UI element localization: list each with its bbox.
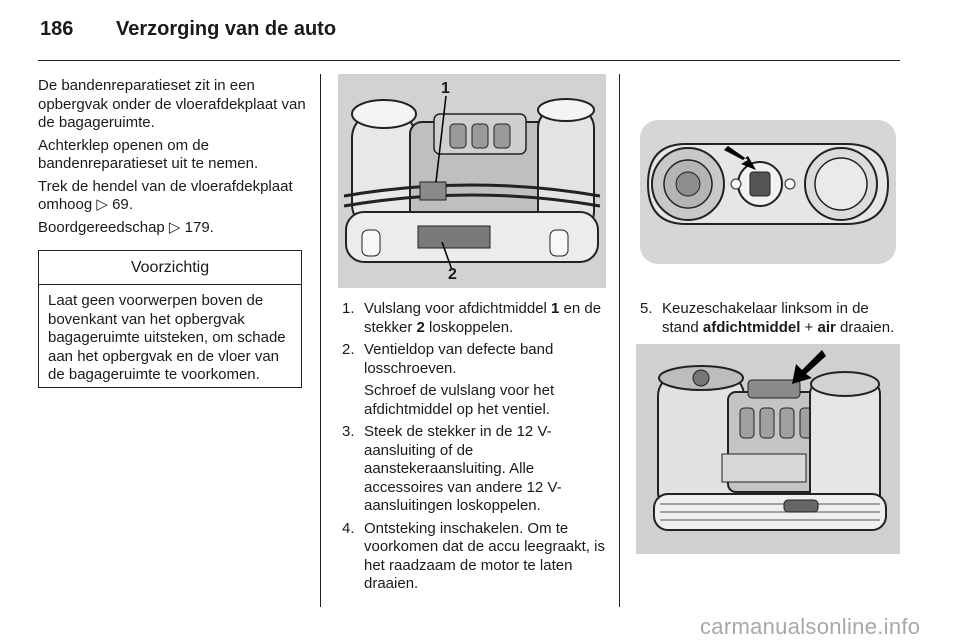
compressor-hose-illustration [338,74,606,288]
step-text: loskoppelen. [424,318,514,336]
step-5 [638,300,902,337]
page-title: Verzorging van de auto [116,18,337,40]
left-column [38,77,306,241]
header-rule [38,60,900,61]
page-header [40,18,336,41]
figure-selector-top [636,74,900,288]
step-text: Keuzeschakelaar linksom in de stand [662,300,869,336]
step-1 [340,300,610,337]
step-text: + [800,318,818,336]
watermark: carmanualsonline.info [700,614,921,639]
step-text: Steek de stekker in de 12 V-aansluiting of de aanstekeraansluiting. Alle accessoires van andere 12 V-aansluitingen loskoppelen. [364,423,562,514]
step-number: 3. [342,423,355,440]
step-bold-ref: 1 [551,300,560,317]
middle-column [340,300,610,598]
column-divider-left [320,74,321,607]
step-bold-mode: afdichtmiddel [702,318,801,336]
step-text: draaien. [835,318,895,336]
figure-compressor-side [636,344,900,554]
column-divider-right [619,74,620,607]
steps-list-continued [638,300,902,337]
step-text: Ontsteking inschakelen. Om te voorkomen dat de accu leegraakt, is het raadzaam de motor te laten draaien. [364,519,605,592]
steps-list [340,300,610,594]
step-3 [340,423,610,516]
paragraph-lift-handle: Trek de hendel van de vloerafdekplaat omhoog ▷ 69. [38,177,293,213]
warning-box [38,250,302,388]
step-text: en de stekker [364,300,602,336]
step-number: 5. [640,300,653,317]
step-subtext: Schroef de vulslang voor het afdichtmiddel op het ventiel. [364,382,555,418]
figure-compressor-hose [338,74,606,288]
step-2 [340,341,610,419]
callout-label-1: 1 [441,80,450,97]
step-number: 2. [342,341,355,358]
step-text: Ventieldop van defecte band losschroeven. [364,341,554,377]
step-4 [340,520,610,594]
right-column [638,300,902,341]
step-text: Vulslang voor afdichtmiddel [364,300,552,317]
step-bold-mode: air [817,318,836,336]
paragraph-open-tailgate: Achterklep openen om de bandenreparatieset uit te nemen. [38,136,259,172]
paragraph-toolkit: Boordgereedschap ▷ 179. [38,218,214,236]
selector-top-illustration [636,74,900,288]
page-number: 186 [40,18,74,40]
warning-text: Laat geen voorwerpen boven de bovenkant van het opbergvak bagageruimte uitsteken, om schade aan het opbergvak en de vloer van de bagageruimte te voorkomen. [48,292,286,383]
step-number: 4. [342,519,355,537]
step-bold-ref: 2 [416,318,425,336]
compressor-side-illustration [636,344,900,554]
step-number: 1. [342,300,355,317]
callout-label-2: 2 [448,266,457,283]
warning-title: Voorzichtig [39,251,301,285]
paragraph-storage: De bandenreparatieset zit in een opbergvak onder de vloerafdekplaat van de bagageruimte. [38,77,306,131]
